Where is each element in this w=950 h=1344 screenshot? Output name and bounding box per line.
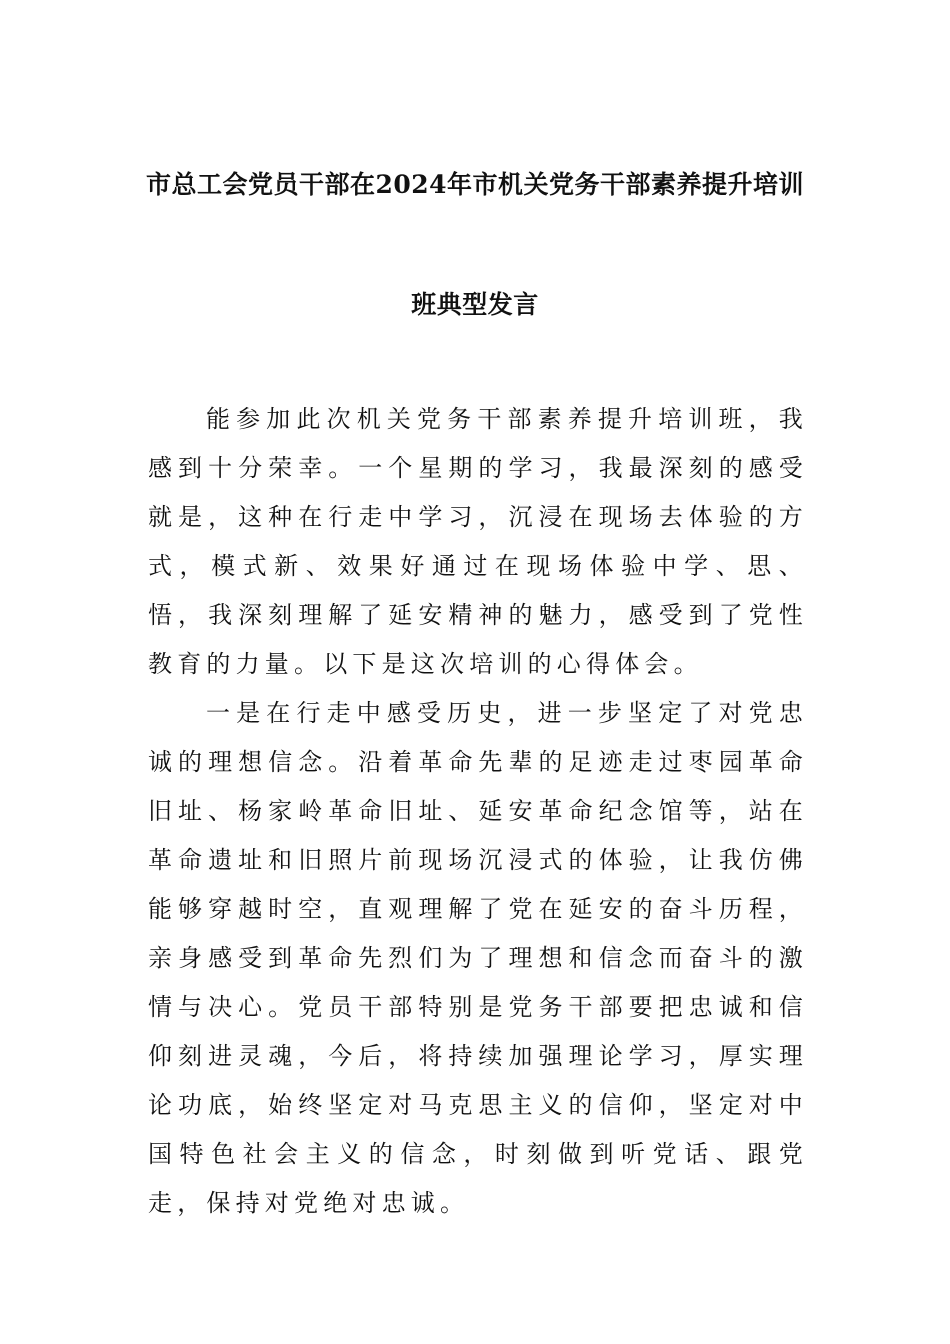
document-title-line2: 班典型发言 [411,290,539,319]
paragraph-intro: 能参加此次机关党务干部素养提升培训班，我感到十分荣幸。一个星期的学习，我最深刻的感受就是，这种在行走中学习，沉浸在现场去体验的方式，模式新、效果好通过在现场体验中学、思、悟，我深刻理解了延安精神的魅力，感受到了党性教育的力量。以下是这次培训的心得体会。 [148,405,808,678]
document-title-line1: 市总工会党员干部在2024年市机关党务干部素养提升培训 [145,170,805,199]
document-body [148,395,808,1228]
paragraph-point-one: 一是在行走中感受历史，进一步坚定了对党忠诚的理想信念。沿着革命先辈的足迹走过枣园革命旧址、杨家岭革命旧址、延安革命纪念馆等，站在革命遗址和旧照片前现场沉浸式的体验，让我仿佛能够穿越时空，直观理解了党在延安的奋斗历程，亲身感受到革命先烈们为了理想和信念而奋斗的激情与决心。党员干部特别是党务干部要把忠诚和信仰刻进灵魂，今后，将持续加强理论学习，厚实理论功底，始终坚定对马克思主义的信仰，坚定对中国特色社会主义的信念，时刻做到听党话、跟党走，保持对党绝对忠诚。 [148,699,808,1217]
